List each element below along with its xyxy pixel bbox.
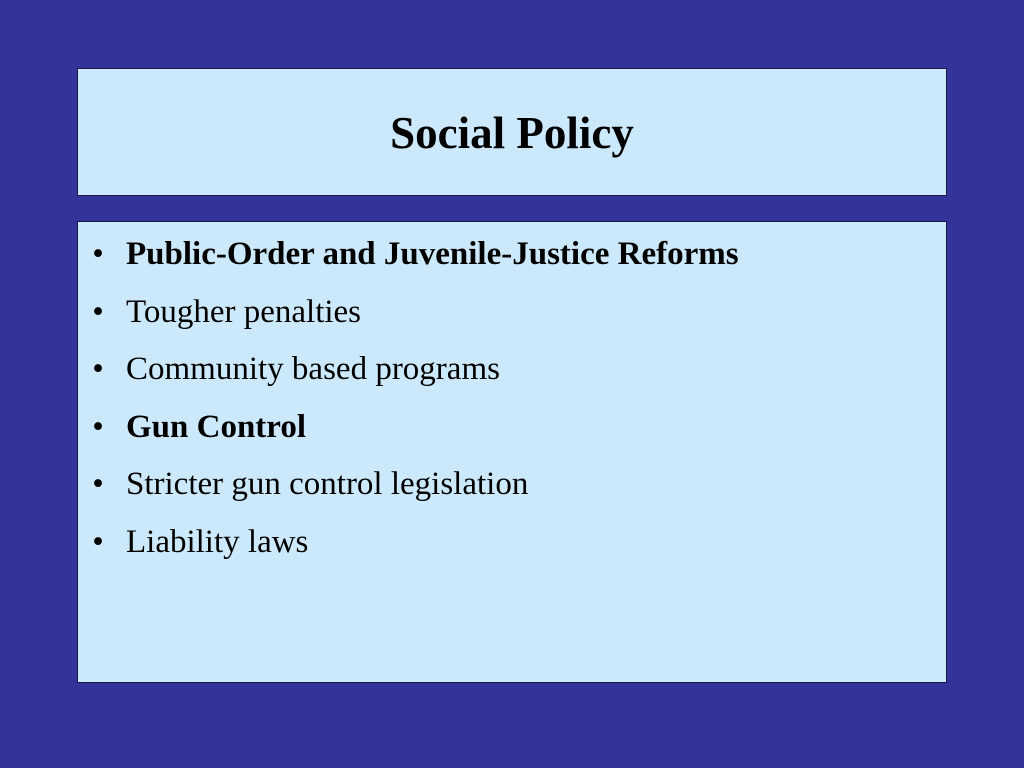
bullet-text: Public-Order and Juvenile-Justice Reforms — [126, 236, 739, 272]
bullet-text: Stricter gun control legislation — [126, 466, 529, 503]
bullet-text: Tougher penalties — [126, 293, 362, 330]
bullet-item — [78, 234, 946, 292]
bullet-icon: • — [92, 466, 104, 503]
bullet-icon: • — [92, 236, 104, 272]
bullet-item — [78, 522, 946, 580]
bullet-item — [78, 464, 946, 522]
bullet-text: Gun Control — [126, 408, 307, 445]
bullet-text: Liability laws — [126, 523, 309, 560]
bullet-item — [78, 349, 946, 407]
bullet-item — [78, 292, 946, 350]
bullet-list — [78, 234, 946, 580]
bullet-icon: • — [92, 351, 104, 388]
slide-title: Social Policy — [390, 107, 634, 158]
bullet-text: Community based programs — [126, 351, 500, 388]
bullet-icon: • — [92, 408, 104, 445]
title-panel — [77, 68, 947, 196]
content-panel — [77, 221, 947, 683]
bullet-item — [78, 407, 946, 465]
bullet-icon: • — [92, 293, 104, 330]
bullet-icon: • — [92, 523, 104, 560]
